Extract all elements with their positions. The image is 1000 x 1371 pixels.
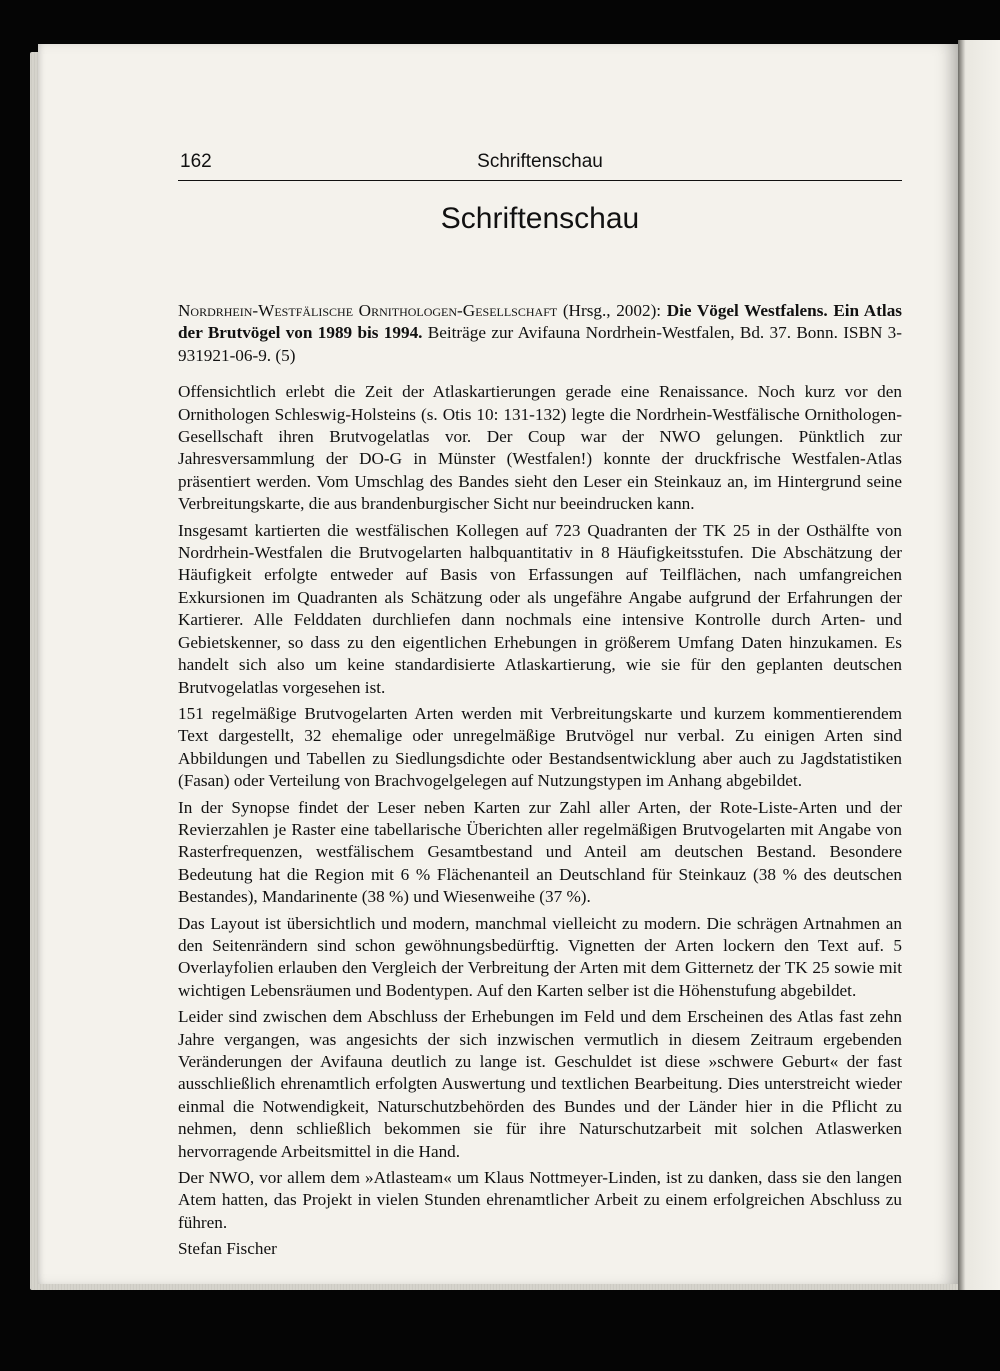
running-header: [178, 148, 902, 181]
citation-author: Nordrhein-Westfälische Ornithologen-Gesellschaft: [178, 301, 558, 320]
paragraph: Leider sind zwischen dem Abschluss der Erhebungen im Feld und dem Erscheinen des Atlas fast zehn Jahre vergangen, was angesichts der sich inzwischen vermutlich in diesem Zeitraum ergebenden Veränderungen der Avifauna deutlich zu lange ist. Geschuldet ist diese »schwere Geburt« der fast ausschließlich ehrenamtlich erfolgten Auswertung und textlichen Bearbeitung. Dies unterstreicht wieder einmal die Notwendigkeit, Naturschutzbehörden des Bundes und der Länder hier in die Pflicht zu nehmen, denn schließlich bekommen sie für ihre Naturschutzarbeit mit solchen Atlaswerken hervorragende Arbeitsmittel in die Hand.: [178, 1007, 902, 1161]
facing-page-edge: [958, 40, 1000, 1290]
citation-book-title: Die Vögel Westfalens. Ein Atlas der Brutvögel von 1989 bis 1994.: [178, 301, 902, 343]
page-number: 162: [180, 151, 212, 172]
article-title: Schriftenschau: [440, 202, 640, 235]
paragraph: Offensichtlich erlebt die Zeit der Atlaskartierungen gerade eine Renaissance. Noch kurz vor den Ornithologen Schleswig-Holsteins (s. Otis 10: 131-132) legte die Nordrhein-Westfälische Ornithologen-Gesellschaft ihren Brutvogelatlas vor. Der Coup war der NWO gelungen. Pünktlich zur Jahresversammlung der DO-G in Münster (Westfalen!) konnte der druckfrische Westfalen-Atlas präsentiert werden. Vom Umschlag des Bandes sieht den Leser ein Steinkauz an, im Hintergrund seine Verbreitungskarte, die aus brandenburgischer Sicht nur beeindrucken kann.: [178, 382, 902, 514]
paragraph: In der Synopse findet der Leser neben Karten zur Zahl aller Arten, der Rote-Liste-Arten und der Revierzahlen je Raster eine tabellarische Überichten aller regelmäßigen Brutvogelarten mit Angabe von Rasterfrequenzen, westfälischem Gesamtbestand und Anteil am deutschen Bestand. Besondere Bedeutung hat die Region mit 6 % Flächenanteil an Deutschland für Steinkauz (38 % des deutschen Bestandes), Mandarinente (38 %) und Wiesenweihe (37 %).: [178, 797, 902, 907]
citation-editor-year: (Hrsg., 2002):: [557, 301, 667, 320]
paragraph: 151 regelmäßige Brutvogelarten Arten werden mit Verbreitungskarte und kurzem kommentierendem Text dargestellt, 32 ehemalige oder unregelmäßige Brutvögel nur verbal. Zu einigen Arten sind Abbildungen und Tabellen zu Siedlungsdichte oder Bestandsentwicklung aber auch zu Jagdstatistiken (Fasan) oder Verteilung von Brachvogelgelegen auf Nutzungstypen im Anhang abgebildet.: [178, 703, 902, 791]
paragraph: Insgesamt kartierten die westfälischen Kollegen auf 723 Quadranten der TK 25 in der Osthälfte von Nordrhein-Westfalen die Brutvogelarten halbquantitativ in 8 Häufigkeitsstufen. Die Abschätzung der Häufigkeit erfolgte entweder auf Basis von Erfassungen auf Teilflächen, nach umfangreichen Exkursionen im Quadranten als Schätzung oder als ungefähre Angabe aufgrund der Erfahrungen der Kartierer. Alle Felddaten durchliefen dann nochmals eine intensive Kontrolle durch Arten- und Gebietskenner, so dass zu den eigentlichen Erhebungen in größerem Umfang Daten hinzukamen. Es handelt sich also um keine standardisierte Atlaskartierung, wie sie für den geplanten deutschen Brutvogelatlas vorgesehen ist.: [178, 520, 902, 697]
paragraph: Der NWO, vor allem dem »Atlasteam« um Klaus Nottmeyer-Linden, ist zu danken, dass sie den langen Atem hatten, das Projekt in vielen Stunden ehrenamtlicher Arbeit zu einem erfolgreichen Abschluss zu führen.: [178, 1168, 902, 1232]
author-signature: Stefan Fischer: [178, 1239, 277, 1259]
paragraph: Das Layout ist übersichtlich und modern, manchmal vielleicht zu modern. Die schrägen Artnahmen an den Seitenrändern sind schon gewöhnungsbedürftig. Vignetten der Arten lockern den Text auf. 5 Overlayfolien erlauben den Vergleich der Verbreitung der Arten mit dem Gitternetz der TK 25 sowie mit wichtigen Lebensräumen und Bodentypen. Auf den Karten selber ist die Höhenstufung abgebildet.: [178, 913, 902, 1000]
article-body: [178, 300, 902, 1265]
running-title: Schriftenschau: [477, 151, 603, 172]
citation-details: Beiträge zur Avifauna Nordrhein-Westfalen, Bd. 37. Bonn. ISBN 3-931921-06-9. (5): [178, 323, 902, 365]
book-citation: [178, 300, 902, 367]
